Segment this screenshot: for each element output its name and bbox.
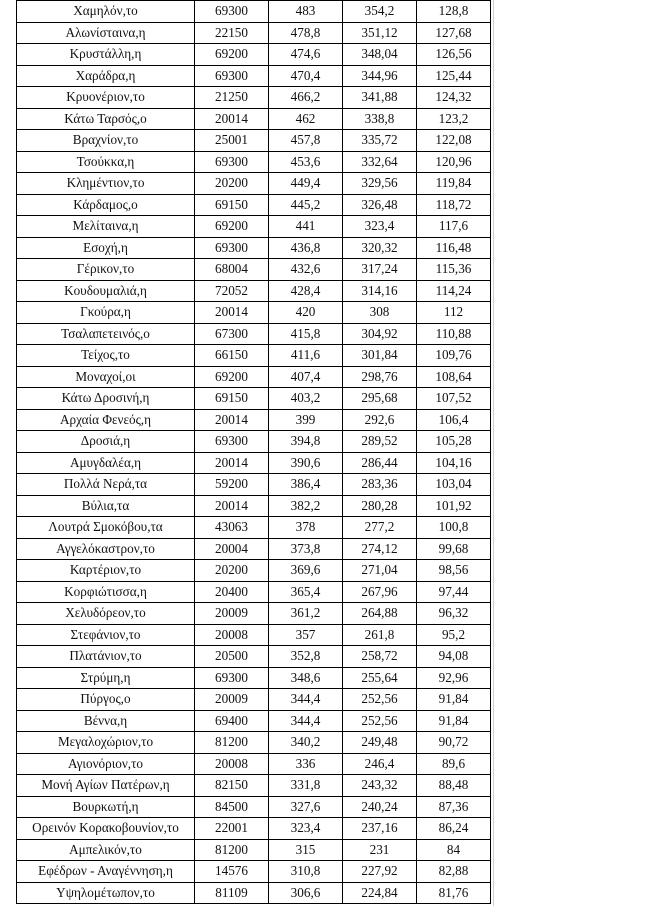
cell-value-3: 95,2 bbox=[417, 624, 491, 646]
table-row bbox=[17, 259, 491, 281]
cell-value-3: 125,44 bbox=[417, 65, 491, 87]
cell-name: Μελίταινα,η bbox=[17, 216, 195, 238]
cell-value-3: 94,08 bbox=[417, 646, 491, 668]
cell-name: Βέννα,η bbox=[17, 710, 195, 732]
table-row bbox=[17, 624, 491, 646]
cell-name: Πολλά Νερά,τα bbox=[17, 474, 195, 496]
cell-value-1: 315 bbox=[269, 839, 343, 861]
cell-value-1: 373,8 bbox=[269, 538, 343, 560]
table-row bbox=[17, 1, 491, 23]
table-row bbox=[17, 732, 491, 754]
table-row bbox=[17, 689, 491, 711]
table-row bbox=[17, 839, 491, 861]
cell-value-2: 249,48 bbox=[343, 732, 417, 754]
cell-postal-code: 69150 bbox=[195, 194, 269, 216]
cell-value-1: 386,4 bbox=[269, 474, 343, 496]
table-row bbox=[17, 44, 491, 66]
cell-value-1: 441 bbox=[269, 216, 343, 238]
cell-name: Αμπελικόν,το bbox=[17, 839, 195, 861]
table-row bbox=[17, 452, 491, 474]
cell-value-2: 283,36 bbox=[343, 474, 417, 496]
cell-value-2: 323,4 bbox=[343, 216, 417, 238]
cell-value-2: 246,4 bbox=[343, 753, 417, 775]
cell-value-1: 344,4 bbox=[269, 689, 343, 711]
table-row bbox=[17, 280, 491, 302]
cell-postal-code: 14576 bbox=[195, 861, 269, 883]
cell-value-3: 88,48 bbox=[417, 775, 491, 797]
cell-name: Κλημέντιον,το bbox=[17, 173, 195, 195]
cell-value-2: 227,92 bbox=[343, 861, 417, 883]
cell-value-1: 378 bbox=[269, 517, 343, 539]
cell-name: Γκούρα,η bbox=[17, 302, 195, 324]
cell-name: Τείχος,το bbox=[17, 345, 195, 367]
page-edge-divider bbox=[493, 0, 494, 906]
cell-name: Τσούκκα,η bbox=[17, 151, 195, 173]
cell-value-1: 327,6 bbox=[269, 796, 343, 818]
cell-value-1: 344,4 bbox=[269, 710, 343, 732]
cell-name: Γέρικον,το bbox=[17, 259, 195, 281]
table-row bbox=[17, 646, 491, 668]
cell-value-2: 274,12 bbox=[343, 538, 417, 560]
cell-value-2: 258,72 bbox=[343, 646, 417, 668]
table-row bbox=[17, 237, 491, 259]
cell-name: Υψηλομέτωπον,το bbox=[17, 882, 195, 904]
cell-postal-code: 68004 bbox=[195, 259, 269, 281]
table-row bbox=[17, 495, 491, 517]
cell-value-2: 252,56 bbox=[343, 689, 417, 711]
cell-value-3: 127,68 bbox=[417, 22, 491, 44]
cell-postal-code: 69300 bbox=[195, 431, 269, 453]
cell-value-2: 240,24 bbox=[343, 796, 417, 818]
table-row bbox=[17, 194, 491, 216]
cell-value-3: 124,32 bbox=[417, 87, 491, 109]
cell-value-2: 224,84 bbox=[343, 882, 417, 904]
table-row bbox=[17, 173, 491, 195]
table-row bbox=[17, 431, 491, 453]
cell-value-1: 407,4 bbox=[269, 366, 343, 388]
cell-value-3: 120,96 bbox=[417, 151, 491, 173]
cell-value-2: 295,68 bbox=[343, 388, 417, 410]
cell-value-1: 348,6 bbox=[269, 667, 343, 689]
cell-name: Λουτρά Σμοκόβου,τα bbox=[17, 517, 195, 539]
cell-value-2: 237,16 bbox=[343, 818, 417, 840]
cell-value-2: 314,16 bbox=[343, 280, 417, 302]
cell-value-1: 457,8 bbox=[269, 130, 343, 152]
cell-name: Βραχνίον,το bbox=[17, 130, 195, 152]
cell-postal-code: 20009 bbox=[195, 603, 269, 625]
cell-value-3: 110,88 bbox=[417, 323, 491, 345]
cell-postal-code: 20009 bbox=[195, 689, 269, 711]
cell-value-1: 365,4 bbox=[269, 581, 343, 603]
cell-postal-code: 20008 bbox=[195, 624, 269, 646]
table-row bbox=[17, 409, 491, 431]
cell-value-3: 116,48 bbox=[417, 237, 491, 259]
cell-value-3: 99,68 bbox=[417, 538, 491, 560]
cell-name: Τσαλαπετεινός,ο bbox=[17, 323, 195, 345]
cell-postal-code: 20014 bbox=[195, 108, 269, 130]
cell-name: Κουδουμαλιά,η bbox=[17, 280, 195, 302]
cell-postal-code: 22150 bbox=[195, 22, 269, 44]
cell-postal-code: 22001 bbox=[195, 818, 269, 840]
table-row bbox=[17, 861, 491, 883]
table-row bbox=[17, 818, 491, 840]
cell-value-3: 98,56 bbox=[417, 560, 491, 582]
cell-name: Μονή Αγίων Πατέρων,η bbox=[17, 775, 195, 797]
cell-value-2: 326,48 bbox=[343, 194, 417, 216]
cell-value-1: 436,8 bbox=[269, 237, 343, 259]
cell-value-3: 96,32 bbox=[417, 603, 491, 625]
cell-postal-code: 20200 bbox=[195, 560, 269, 582]
cell-value-3: 84 bbox=[417, 839, 491, 861]
cell-name: Κορφιώτισσα,η bbox=[17, 581, 195, 603]
table-row bbox=[17, 302, 491, 324]
cell-value-1: 310,8 bbox=[269, 861, 343, 883]
cell-value-3: 123,2 bbox=[417, 108, 491, 130]
cell-postal-code: 43063 bbox=[195, 517, 269, 539]
cell-value-3: 87,36 bbox=[417, 796, 491, 818]
cell-name: Κρυονέριον,το bbox=[17, 87, 195, 109]
cell-value-2: 289,52 bbox=[343, 431, 417, 453]
cell-value-1: 390,6 bbox=[269, 452, 343, 474]
cell-name: Στεφάνιον,το bbox=[17, 624, 195, 646]
cell-value-3: 117,6 bbox=[417, 216, 491, 238]
cell-value-3: 108,64 bbox=[417, 366, 491, 388]
cell-value-1: 428,4 bbox=[269, 280, 343, 302]
cell-value-3: 97,44 bbox=[417, 581, 491, 603]
cell-value-2: 261,8 bbox=[343, 624, 417, 646]
cell-value-3: 91,84 bbox=[417, 710, 491, 732]
cell-value-2: 317,24 bbox=[343, 259, 417, 281]
cell-value-2: 298,76 bbox=[343, 366, 417, 388]
table-row bbox=[17, 216, 491, 238]
cell-value-1: 352,8 bbox=[269, 646, 343, 668]
cell-value-3: 101,92 bbox=[417, 495, 491, 517]
cell-name: Αγιονόριον,το bbox=[17, 753, 195, 775]
table-row bbox=[17, 882, 491, 904]
cell-value-3: 106,4 bbox=[417, 409, 491, 431]
cell-value-1: 361,2 bbox=[269, 603, 343, 625]
cell-value-2: 286,44 bbox=[343, 452, 417, 474]
cell-name: Κάτω Δροσινή,η bbox=[17, 388, 195, 410]
cell-name: Αμυγδαλέα,η bbox=[17, 452, 195, 474]
cell-value-3: 109,76 bbox=[417, 345, 491, 367]
cell-postal-code: 20500 bbox=[195, 646, 269, 668]
table-row bbox=[17, 538, 491, 560]
cell-value-2: 335,72 bbox=[343, 130, 417, 152]
cell-postal-code: 20014 bbox=[195, 495, 269, 517]
cell-value-3: 107,52 bbox=[417, 388, 491, 410]
cell-postal-code: 69300 bbox=[195, 237, 269, 259]
cell-postal-code: 20014 bbox=[195, 302, 269, 324]
cell-postal-code: 84500 bbox=[195, 796, 269, 818]
cell-value-1: 306,6 bbox=[269, 882, 343, 904]
cell-name: Χελυδόρεον,το bbox=[17, 603, 195, 625]
cell-postal-code: 81109 bbox=[195, 882, 269, 904]
cell-postal-code: 20014 bbox=[195, 452, 269, 474]
data-table bbox=[16, 0, 491, 904]
table-row bbox=[17, 710, 491, 732]
cell-value-1: 432,6 bbox=[269, 259, 343, 281]
cell-postal-code: 20008 bbox=[195, 753, 269, 775]
table-row bbox=[17, 345, 491, 367]
cell-postal-code: 69400 bbox=[195, 710, 269, 732]
cell-name: Μοναχοί,οι bbox=[17, 366, 195, 388]
cell-value-2: 354,2 bbox=[343, 1, 417, 23]
cell-value-3: 90,72 bbox=[417, 732, 491, 754]
cell-value-2: 231 bbox=[343, 839, 417, 861]
cell-value-2: 304,92 bbox=[343, 323, 417, 345]
cell-value-1: 449,4 bbox=[269, 173, 343, 195]
cell-name: Εσοχή,η bbox=[17, 237, 195, 259]
table-row bbox=[17, 366, 491, 388]
cell-value-2: 348,04 bbox=[343, 44, 417, 66]
table-row bbox=[17, 775, 491, 797]
cell-value-1: 466,2 bbox=[269, 87, 343, 109]
cell-postal-code: 82150 bbox=[195, 775, 269, 797]
cell-postal-code: 59200 bbox=[195, 474, 269, 496]
cell-name: Βουρκωτή,η bbox=[17, 796, 195, 818]
cell-value-1: 445,2 bbox=[269, 194, 343, 216]
cell-value-3: 105,28 bbox=[417, 431, 491, 453]
cell-value-2: 338,8 bbox=[343, 108, 417, 130]
cell-name: Δροσιά,η bbox=[17, 431, 195, 453]
cell-postal-code: 20014 bbox=[195, 409, 269, 431]
cell-value-3: 86,24 bbox=[417, 818, 491, 840]
table-row bbox=[17, 323, 491, 345]
cell-postal-code: 69200 bbox=[195, 44, 269, 66]
cell-value-2: 271,04 bbox=[343, 560, 417, 582]
cell-name: Κάτω Ταρσός,ο bbox=[17, 108, 195, 130]
cell-value-1: 394,8 bbox=[269, 431, 343, 453]
table-row bbox=[17, 796, 491, 818]
cell-value-3: 89,6 bbox=[417, 753, 491, 775]
cell-postal-code: 20004 bbox=[195, 538, 269, 560]
table-row bbox=[17, 151, 491, 173]
cell-name: Κρυστάλλη,η bbox=[17, 44, 195, 66]
cell-postal-code: 81200 bbox=[195, 732, 269, 754]
cell-value-2: 332,64 bbox=[343, 151, 417, 173]
cell-value-3: 103,04 bbox=[417, 474, 491, 496]
cell-name: Αγγελόκαστρον,το bbox=[17, 538, 195, 560]
table-row bbox=[17, 667, 491, 689]
cell-value-1: 478,8 bbox=[269, 22, 343, 44]
cell-value-3: 119,84 bbox=[417, 173, 491, 195]
cell-value-2: 308 bbox=[343, 302, 417, 324]
cell-postal-code: 69200 bbox=[195, 366, 269, 388]
cell-postal-code: 69300 bbox=[195, 65, 269, 87]
cell-value-1: 415,8 bbox=[269, 323, 343, 345]
cell-name: Ορεινόν Κορακοβουνίον,το bbox=[17, 818, 195, 840]
cell-value-3: 126,56 bbox=[417, 44, 491, 66]
cell-value-3: 115,36 bbox=[417, 259, 491, 281]
table-row bbox=[17, 581, 491, 603]
table-row bbox=[17, 108, 491, 130]
cell-value-2: 292,6 bbox=[343, 409, 417, 431]
table-row bbox=[17, 474, 491, 496]
cell-name: Εφέδρων - Αναγέννηση,η bbox=[17, 861, 195, 883]
cell-value-3: 100,8 bbox=[417, 517, 491, 539]
cell-postal-code: 25001 bbox=[195, 130, 269, 152]
cell-name: Χαράδρα,η bbox=[17, 65, 195, 87]
table-row bbox=[17, 65, 491, 87]
cell-value-1: 336 bbox=[269, 753, 343, 775]
cell-value-1: 357 bbox=[269, 624, 343, 646]
cell-value-2: 329,56 bbox=[343, 173, 417, 195]
cell-postal-code: 72052 bbox=[195, 280, 269, 302]
cell-value-1: 403,2 bbox=[269, 388, 343, 410]
cell-value-1: 340,2 bbox=[269, 732, 343, 754]
cell-postal-code: 69300 bbox=[195, 1, 269, 23]
cell-value-1: 470,4 bbox=[269, 65, 343, 87]
cell-value-2: 351,12 bbox=[343, 22, 417, 44]
table-body bbox=[17, 1, 491, 904]
cell-value-2: 320,32 bbox=[343, 237, 417, 259]
table-row bbox=[17, 22, 491, 44]
cell-name: Μεγαλοχώριον,το bbox=[17, 732, 195, 754]
cell-value-3: 91,84 bbox=[417, 689, 491, 711]
table-row bbox=[17, 753, 491, 775]
cell-name: Αλωνίσταινα,η bbox=[17, 22, 195, 44]
cell-value-2: 255,64 bbox=[343, 667, 417, 689]
cell-value-3: 92,96 bbox=[417, 667, 491, 689]
cell-value-1: 323,4 bbox=[269, 818, 343, 840]
cell-value-1: 369,6 bbox=[269, 560, 343, 582]
cell-value-1: 382,2 bbox=[269, 495, 343, 517]
cell-value-2: 277,2 bbox=[343, 517, 417, 539]
cell-value-3: 82,88 bbox=[417, 861, 491, 883]
cell-value-1: 331,8 bbox=[269, 775, 343, 797]
cell-name: Στρύμη,η bbox=[17, 667, 195, 689]
cell-name: Χαμηλόν,το bbox=[17, 1, 195, 23]
cell-value-1: 462 bbox=[269, 108, 343, 130]
cell-value-2: 267,96 bbox=[343, 581, 417, 603]
cell-value-3: 122,08 bbox=[417, 130, 491, 152]
cell-value-2: 252,56 bbox=[343, 710, 417, 732]
cell-postal-code: 81200 bbox=[195, 839, 269, 861]
table-row bbox=[17, 560, 491, 582]
table-row bbox=[17, 130, 491, 152]
cell-value-1: 420 bbox=[269, 302, 343, 324]
cell-name: Πλατάνιον,το bbox=[17, 646, 195, 668]
cell-postal-code: 69300 bbox=[195, 667, 269, 689]
cell-value-2: 264,88 bbox=[343, 603, 417, 625]
table-row bbox=[17, 87, 491, 109]
cell-postal-code: 67300 bbox=[195, 323, 269, 345]
cell-name: Πύργος,ο bbox=[17, 689, 195, 711]
cell-value-3: 118,72 bbox=[417, 194, 491, 216]
table-row bbox=[17, 388, 491, 410]
cell-value-2: 341,88 bbox=[343, 87, 417, 109]
cell-postal-code: 69200 bbox=[195, 216, 269, 238]
cell-postal-code: 66150 bbox=[195, 345, 269, 367]
cell-value-3: 104,16 bbox=[417, 452, 491, 474]
cell-value-2: 280,28 bbox=[343, 495, 417, 517]
cell-value-1: 453,6 bbox=[269, 151, 343, 173]
cell-postal-code: 69150 bbox=[195, 388, 269, 410]
cell-value-1: 411,6 bbox=[269, 345, 343, 367]
cell-value-3: 81,76 bbox=[417, 882, 491, 904]
cell-value-1: 399 bbox=[269, 409, 343, 431]
cell-name: Καρτέριον,το bbox=[17, 560, 195, 582]
cell-value-3: 128,8 bbox=[417, 1, 491, 23]
cell-value-2: 344,96 bbox=[343, 65, 417, 87]
cell-postal-code: 69300 bbox=[195, 151, 269, 173]
table-row bbox=[17, 517, 491, 539]
cell-value-1: 483 bbox=[269, 1, 343, 23]
cell-value-3: 114,24 bbox=[417, 280, 491, 302]
cell-name: Βύλια,τα bbox=[17, 495, 195, 517]
table-row bbox=[17, 603, 491, 625]
cell-value-3: 112 bbox=[417, 302, 491, 324]
cell-value-2: 301,84 bbox=[343, 345, 417, 367]
cell-name: Κάρδαμος,ο bbox=[17, 194, 195, 216]
cell-postal-code: 20400 bbox=[195, 581, 269, 603]
cell-value-2: 243,32 bbox=[343, 775, 417, 797]
cell-postal-code: 21250 bbox=[195, 87, 269, 109]
cell-value-1: 474,6 bbox=[269, 44, 343, 66]
cell-postal-code: 20200 bbox=[195, 173, 269, 195]
cell-name: Αρχαία Φενεός,η bbox=[17, 409, 195, 431]
